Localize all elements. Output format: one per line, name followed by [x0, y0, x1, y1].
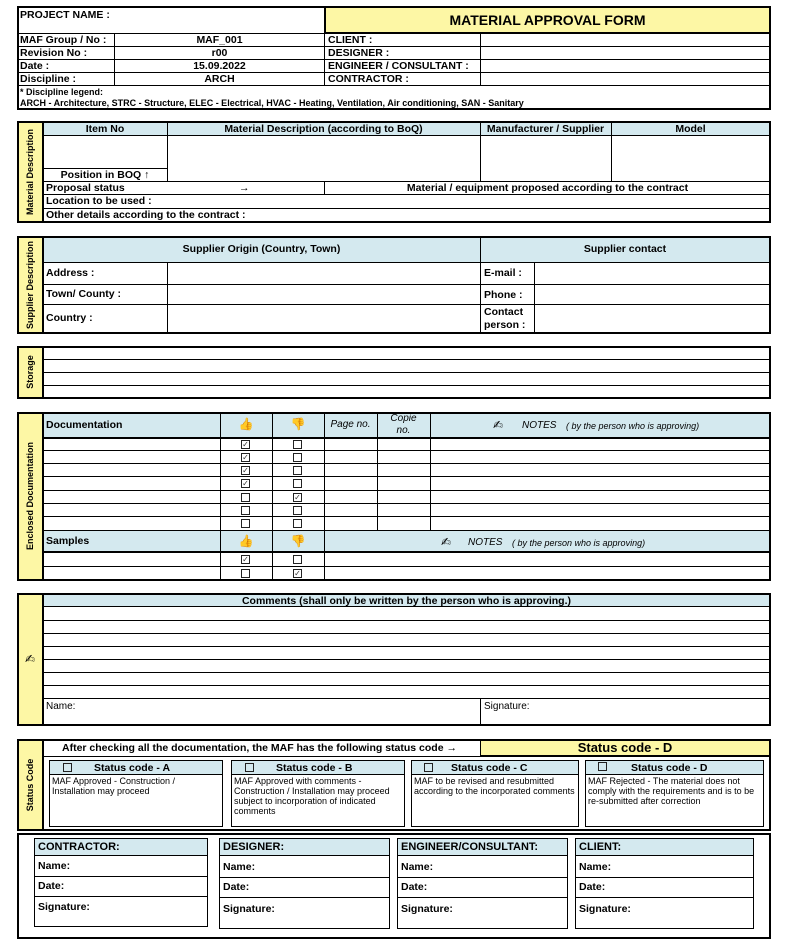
other-details-label: Other details according to the contract : — [46, 209, 246, 221]
doc-reject-checkbox[interactable]: ✓ — [294, 493, 301, 502]
notes-header: NOTES — [522, 420, 557, 431]
supplier-origin-header: Supplier Origin (Country, Town) — [182, 243, 341, 255]
date-label: Date : — [20, 60, 50, 72]
status-section-label: Status Code — [25, 758, 35, 812]
samples-notes-sub: ( by the person who is approving) — [512, 538, 646, 548]
address-label: Address : — [46, 267, 95, 279]
status-code-a-desc: MAF Approved - Construction / Installation may proceed — [52, 776, 176, 796]
doc-approve-checkbox[interactable] — [241, 493, 250, 502]
signoff-designer-date: Date: — [223, 881, 250, 893]
status-code-d-checkbox[interactable] — [598, 762, 607, 771]
legend-text: ARCH - Architecture, STRC - Structure, ELEC - Electrical, HVAC - Heating, Ventilation, Air conditioning, SAN - Sanitary — [20, 98, 524, 108]
signoff-engineer-date: Date: — [401, 881, 428, 893]
status-code-b-title: Status code - B — [276, 762, 353, 774]
signoff-client-title: CLIENT: — [579, 841, 622, 853]
comments-signature-label: Signature: — [484, 701, 530, 712]
pen-icon: ✍ — [492, 418, 504, 432]
signoff-engineer-name: Name: — [401, 861, 434, 873]
client-label: CLIENT : — [328, 34, 373, 46]
legend-title: * Discipline legend: — [20, 87, 104, 97]
location-label: Location to be used : — [46, 195, 152, 207]
doc-approve-checkbox[interactable]: ✓ — [242, 466, 249, 475]
position-in-boq: Position in BOQ ↑ — [60, 169, 150, 181]
supplier-section-label: Supplier Description — [25, 241, 35, 330]
status-code-c-desc: MAF to be revised and resubmitted according to the incorporated comments — [414, 776, 575, 796]
revision-value: r00 — [211, 47, 228, 59]
page-no-header: Page no. — [330, 419, 371, 430]
town-label: Town/ County : — [46, 288, 122, 300]
proposal-arrow: → — [239, 182, 250, 194]
storage-section-label: Storage — [25, 355, 35, 389]
manufacturer-header: Manufacturer / Supplier — [486, 123, 605, 135]
supplier-contact-header: Supplier contact — [583, 243, 667, 255]
samples-header: Samples — [46, 535, 90, 547]
contractor-label: CONTRACTOR : — [328, 73, 409, 85]
signoff-client-signature: Signature: — [579, 903, 631, 915]
status-code-d-title: Status code - D — [631, 762, 708, 774]
doc-reject-checkbox[interactable] — [293, 479, 302, 488]
doc-reject-checkbox[interactable] — [293, 519, 302, 528]
thumbs-up-icon: 👍 — [238, 534, 254, 548]
signoff-client-date: Date: — [579, 881, 606, 893]
item-no-header: Item No — [85, 123, 125, 135]
comments-title: Comments (shall only be written by the person who is approving.) — [241, 595, 572, 607]
proposal-status-value[interactable]: Material / equipment proposed according to the contract — [406, 182, 689, 194]
sample-reject-checkbox[interactable] — [293, 555, 302, 564]
documentation-header: Documentation — [46, 419, 123, 431]
sample-approve-checkbox[interactable]: ✓ — [242, 555, 249, 564]
designer-label: DESIGNER : — [328, 47, 390, 59]
status-code-a-checkbox[interactable] — [63, 763, 72, 772]
project-name-label: PROJECT NAME : — [20, 9, 110, 21]
samples-notes-header: NOTES — [468, 537, 503, 548]
doc-approve-checkbox[interactable]: ✓ — [242, 479, 249, 488]
revision-label: Revision No : — [20, 47, 88, 59]
signoff-designer-signature: Signature: — [223, 903, 275, 915]
signoff-contractor-signature: Signature: — [38, 901, 90, 913]
signoff-engineer-title: ENGINEER/CONSULTANT: — [401, 841, 539, 853]
notes-sub: ( by the person who is approving) — [566, 421, 700, 431]
proposal-status-label: Proposal status — [46, 182, 125, 194]
doc-approve-checkbox[interactable] — [241, 519, 250, 528]
doc-reject-checkbox[interactable] — [293, 440, 302, 449]
doc-reject-checkbox[interactable] — [293, 453, 302, 462]
signoff-designer-name: Name: — [223, 861, 256, 873]
status-code-d-desc: MAF Rejected - The material does not comply with the requirements and is to be re-submitted after correction — [588, 776, 755, 806]
form-title: MATERIAL APPROVAL FORM — [449, 12, 646, 28]
signoff-designer-title: DESIGNER: — [223, 841, 285, 853]
phone-label: Phone : — [484, 289, 523, 301]
model-header: Model — [675, 123, 706, 135]
status-intro: After checking all the documentation, the MAF has the following status code → — [62, 742, 457, 754]
status-code-c-checkbox[interactable] — [424, 763, 433, 772]
pen-icon: ✍ — [440, 535, 452, 549]
doc-approve-checkbox[interactable]: ✓ — [242, 453, 249, 462]
signoff-contractor-name: Name: — [38, 860, 71, 872]
status-code-b-checkbox[interactable] — [245, 763, 254, 772]
copie-header-1: Copie — [390, 413, 417, 424]
status-code-c-title: Status code - C — [451, 762, 528, 774]
signoff-engineer-signature: Signature: — [401, 903, 453, 915]
discipline-label: Discipline : — [20, 73, 77, 85]
comments-name-label: Name: — [46, 701, 76, 712]
doc-approve-checkbox[interactable] — [241, 506, 250, 515]
doc-approve-checkbox[interactable]: ✓ — [242, 440, 249, 449]
country-label: Country : — [46, 312, 93, 324]
documents-section-label: Enclosed Documentation — [25, 442, 35, 551]
doc-reject-checkbox[interactable] — [293, 506, 302, 515]
contact-person-label-1: Contact — [484, 306, 524, 318]
sample-reject-checkbox[interactable]: ✓ — [294, 569, 301, 578]
pen-icon: ✍ — [24, 652, 36, 666]
date-value: 15.09.2022 — [193, 60, 246, 72]
engineer-label: ENGINEER / CONSULTANT : — [328, 60, 469, 72]
thumbs-up-icon: 👍 — [238, 417, 254, 431]
samples-header-row — [43, 530, 770, 552]
material-section-label: Material Description — [25, 128, 35, 216]
doc-reject-checkbox[interactable] — [293, 466, 302, 475]
signoff-contractor-title: CONTRACTOR: — [38, 841, 120, 853]
signoff-client-name: Name: — [579, 861, 612, 873]
email-label: E-mail : — [484, 267, 522, 279]
maf-group-value: MAF_001 — [196, 34, 243, 46]
contact-person-label-2: person : — [484, 319, 526, 331]
current-status-code[interactable]: Status code - D — [577, 740, 673, 755]
maf-group-label: MAF Group / No : — [20, 34, 107, 46]
discipline-value: ARCH — [204, 73, 235, 85]
sample-approve-checkbox[interactable] — [241, 569, 250, 578]
status-code-b-desc: MAF Approved with comments - Construction / Installation may proceed subject to incorporation of indicated comments — [234, 776, 390, 816]
thumbs-down-icon: 👎 — [290, 417, 306, 431]
copie-header-2: no. — [396, 425, 411, 436]
thumbs-down-icon: 👎 — [290, 534, 306, 548]
description-header: Material Description (according to BoQ) — [224, 123, 423, 135]
status-code-a-title: Status code - A — [94, 762, 171, 774]
signoff-contractor-date: Date: — [38, 880, 65, 892]
